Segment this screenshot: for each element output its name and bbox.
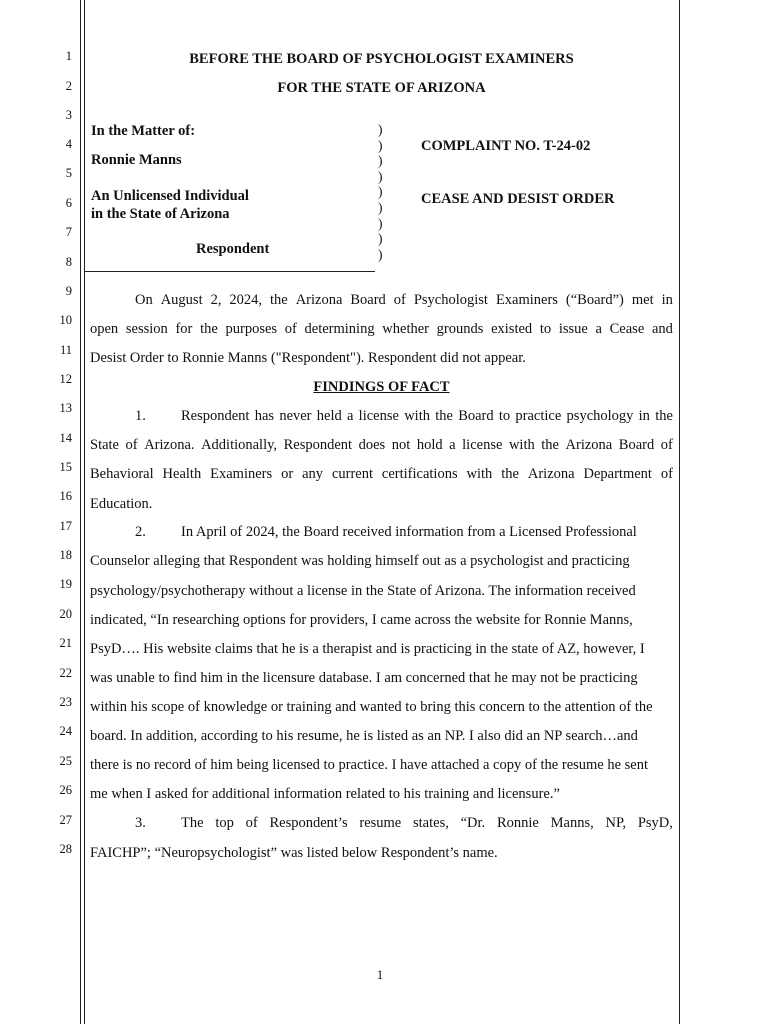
line-number: 7: [65, 225, 72, 239]
caption-paren: ): [378, 137, 383, 153]
line-number: 3: [65, 108, 72, 122]
caption-paren: ): [378, 168, 383, 184]
line-number: 4: [65, 137, 72, 151]
page-number: 1: [376, 967, 384, 982]
caption-paren: ): [378, 122, 383, 137]
order-title: CEASE AND DESIST ORDER: [421, 191, 615, 207]
finding-1-line-4: Education.: [90, 496, 153, 512]
intro-line-2: open session for the purposes of determining whether grounds existed to issue a Cease and: [90, 321, 673, 337]
caption-paren: ): [378, 231, 383, 247]
complaint-number: COMPLAINT NO. T-24-02: [421, 138, 591, 154]
caption-descriptor-2: in the State of Arizona: [91, 206, 230, 222]
line-number: 24: [59, 724, 72, 738]
caption-descriptor-1: An Unlicensed Individual: [91, 188, 249, 204]
line-number: 2: [65, 79, 72, 93]
caption-paren: ): [378, 215, 383, 231]
finding-1-line-2: State of Arizona. Additionally, Respondent does not hold a license with the Arizona Board of: [90, 437, 673, 453]
finding-number: 3.: [135, 815, 146, 831]
line-number: 12: [59, 372, 72, 386]
line-number: 15: [59, 460, 72, 474]
finding-2-line-8: board. In addition, according to his resume, he is listed as an NP. I also did an NP search…and: [90, 728, 638, 744]
line-number: 16: [59, 489, 72, 503]
finding-2-line-7: within his scope of knowledge or training and wanted to bring this concern to the attention of the: [90, 699, 653, 715]
finding-1-line-3: Behavioral Health Examiners or any current certifications with the Arizona Department of: [90, 466, 673, 482]
left-margin-rule-inner: [84, 0, 85, 1024]
caption-role: Respondent: [196, 241, 270, 257]
intro-line-3: Desist Order to Ronnie Manns ("Respondent"). Respondent did not appear.: [90, 350, 526, 366]
caption-paren: ): [378, 184, 383, 200]
line-number: 23: [59, 695, 72, 709]
line-number: 22: [59, 666, 72, 680]
intro-line-1: On August 2, 2024, the Arizona Board of Psychologist Examiners (“Board”) met in: [135, 292, 673, 308]
line-number: 10: [59, 313, 72, 327]
finding-2-line-10: me when I asked for additional information related to his training and licensure.”: [90, 786, 560, 802]
finding-2-line-2: Counselor alleging that Respondent was holding himself out as a psychologist and practicing: [90, 553, 630, 569]
line-number: 8: [65, 255, 72, 269]
caption-paren: ): [378, 199, 383, 215]
caption-respondent-name: Ronnie Manns: [91, 152, 182, 168]
caption-in-the-matter: In the Matter of:: [91, 123, 196, 139]
caption-underline: [84, 271, 375, 272]
right-margin-rule: [679, 0, 680, 1024]
line-number: 13: [59, 401, 72, 415]
line-number: 17: [59, 519, 72, 533]
document-header-line-2: FOR THE STATE OF ARIZONA: [277, 80, 486, 96]
finding-1-line-1: Respondent has never held a license with the Board to practice psychology in the: [181, 408, 673, 424]
caption-parentheses-column: [378, 122, 383, 262]
caption-paren: ): [378, 153, 383, 169]
line-number: 14: [59, 431, 72, 445]
line-number: 9: [65, 284, 72, 298]
line-number: 21: [59, 636, 72, 650]
caption-paren: ): [378, 246, 383, 262]
finding-3-line-1: The top of Respondent’s resume states, “Dr. Ronnie Manns, NP, PsyD,: [181, 815, 673, 831]
line-number: 19: [59, 577, 72, 591]
line-number: 18: [59, 548, 72, 562]
line-number: 5: [65, 166, 72, 180]
line-number: 20: [59, 607, 72, 621]
finding-number: 2.: [135, 524, 146, 540]
finding-3-line-2: FAICHP”; “Neuropsychologist” was listed below Respondent’s name.: [90, 845, 498, 861]
document-header-line-1: BEFORE THE BOARD OF PSYCHOLOGIST EXAMINERS: [189, 51, 574, 67]
finding-2-line-6: was unable to find him in the licensure database. I am concerned that he may not be practicing: [90, 670, 638, 686]
line-number: 6: [65, 196, 72, 210]
finding-2-line-1: In April of 2024, the Board received information from a Licensed Professional: [181, 524, 637, 540]
line-number: 1: [65, 49, 72, 63]
findings-heading: FINDINGS OF FACT: [313, 379, 450, 395]
finding-2-line-3: psychology/psychotherapy without a license in the State of Arizona. The information received: [90, 583, 636, 599]
finding-2-line-9: there is no record of him being licensed to practice. I have attached a copy of the resume he sent: [90, 757, 649, 773]
line-number: 26: [59, 783, 72, 797]
line-number: 28: [59, 842, 72, 856]
finding-2-line-5: PsyD…. His website claims that he is a therapist and is practicing in the state of AZ, however, I: [90, 641, 645, 657]
line-number: 11: [59, 343, 72, 357]
line-number: 25: [59, 754, 72, 768]
finding-2-line-4: indicated, “In researching options for providers, I came across the website for Ronnie Manns,: [90, 612, 633, 628]
finding-number: 1.: [135, 408, 146, 424]
left-margin-rule-outer: [80, 0, 81, 1024]
line-number: 27: [59, 813, 72, 827]
